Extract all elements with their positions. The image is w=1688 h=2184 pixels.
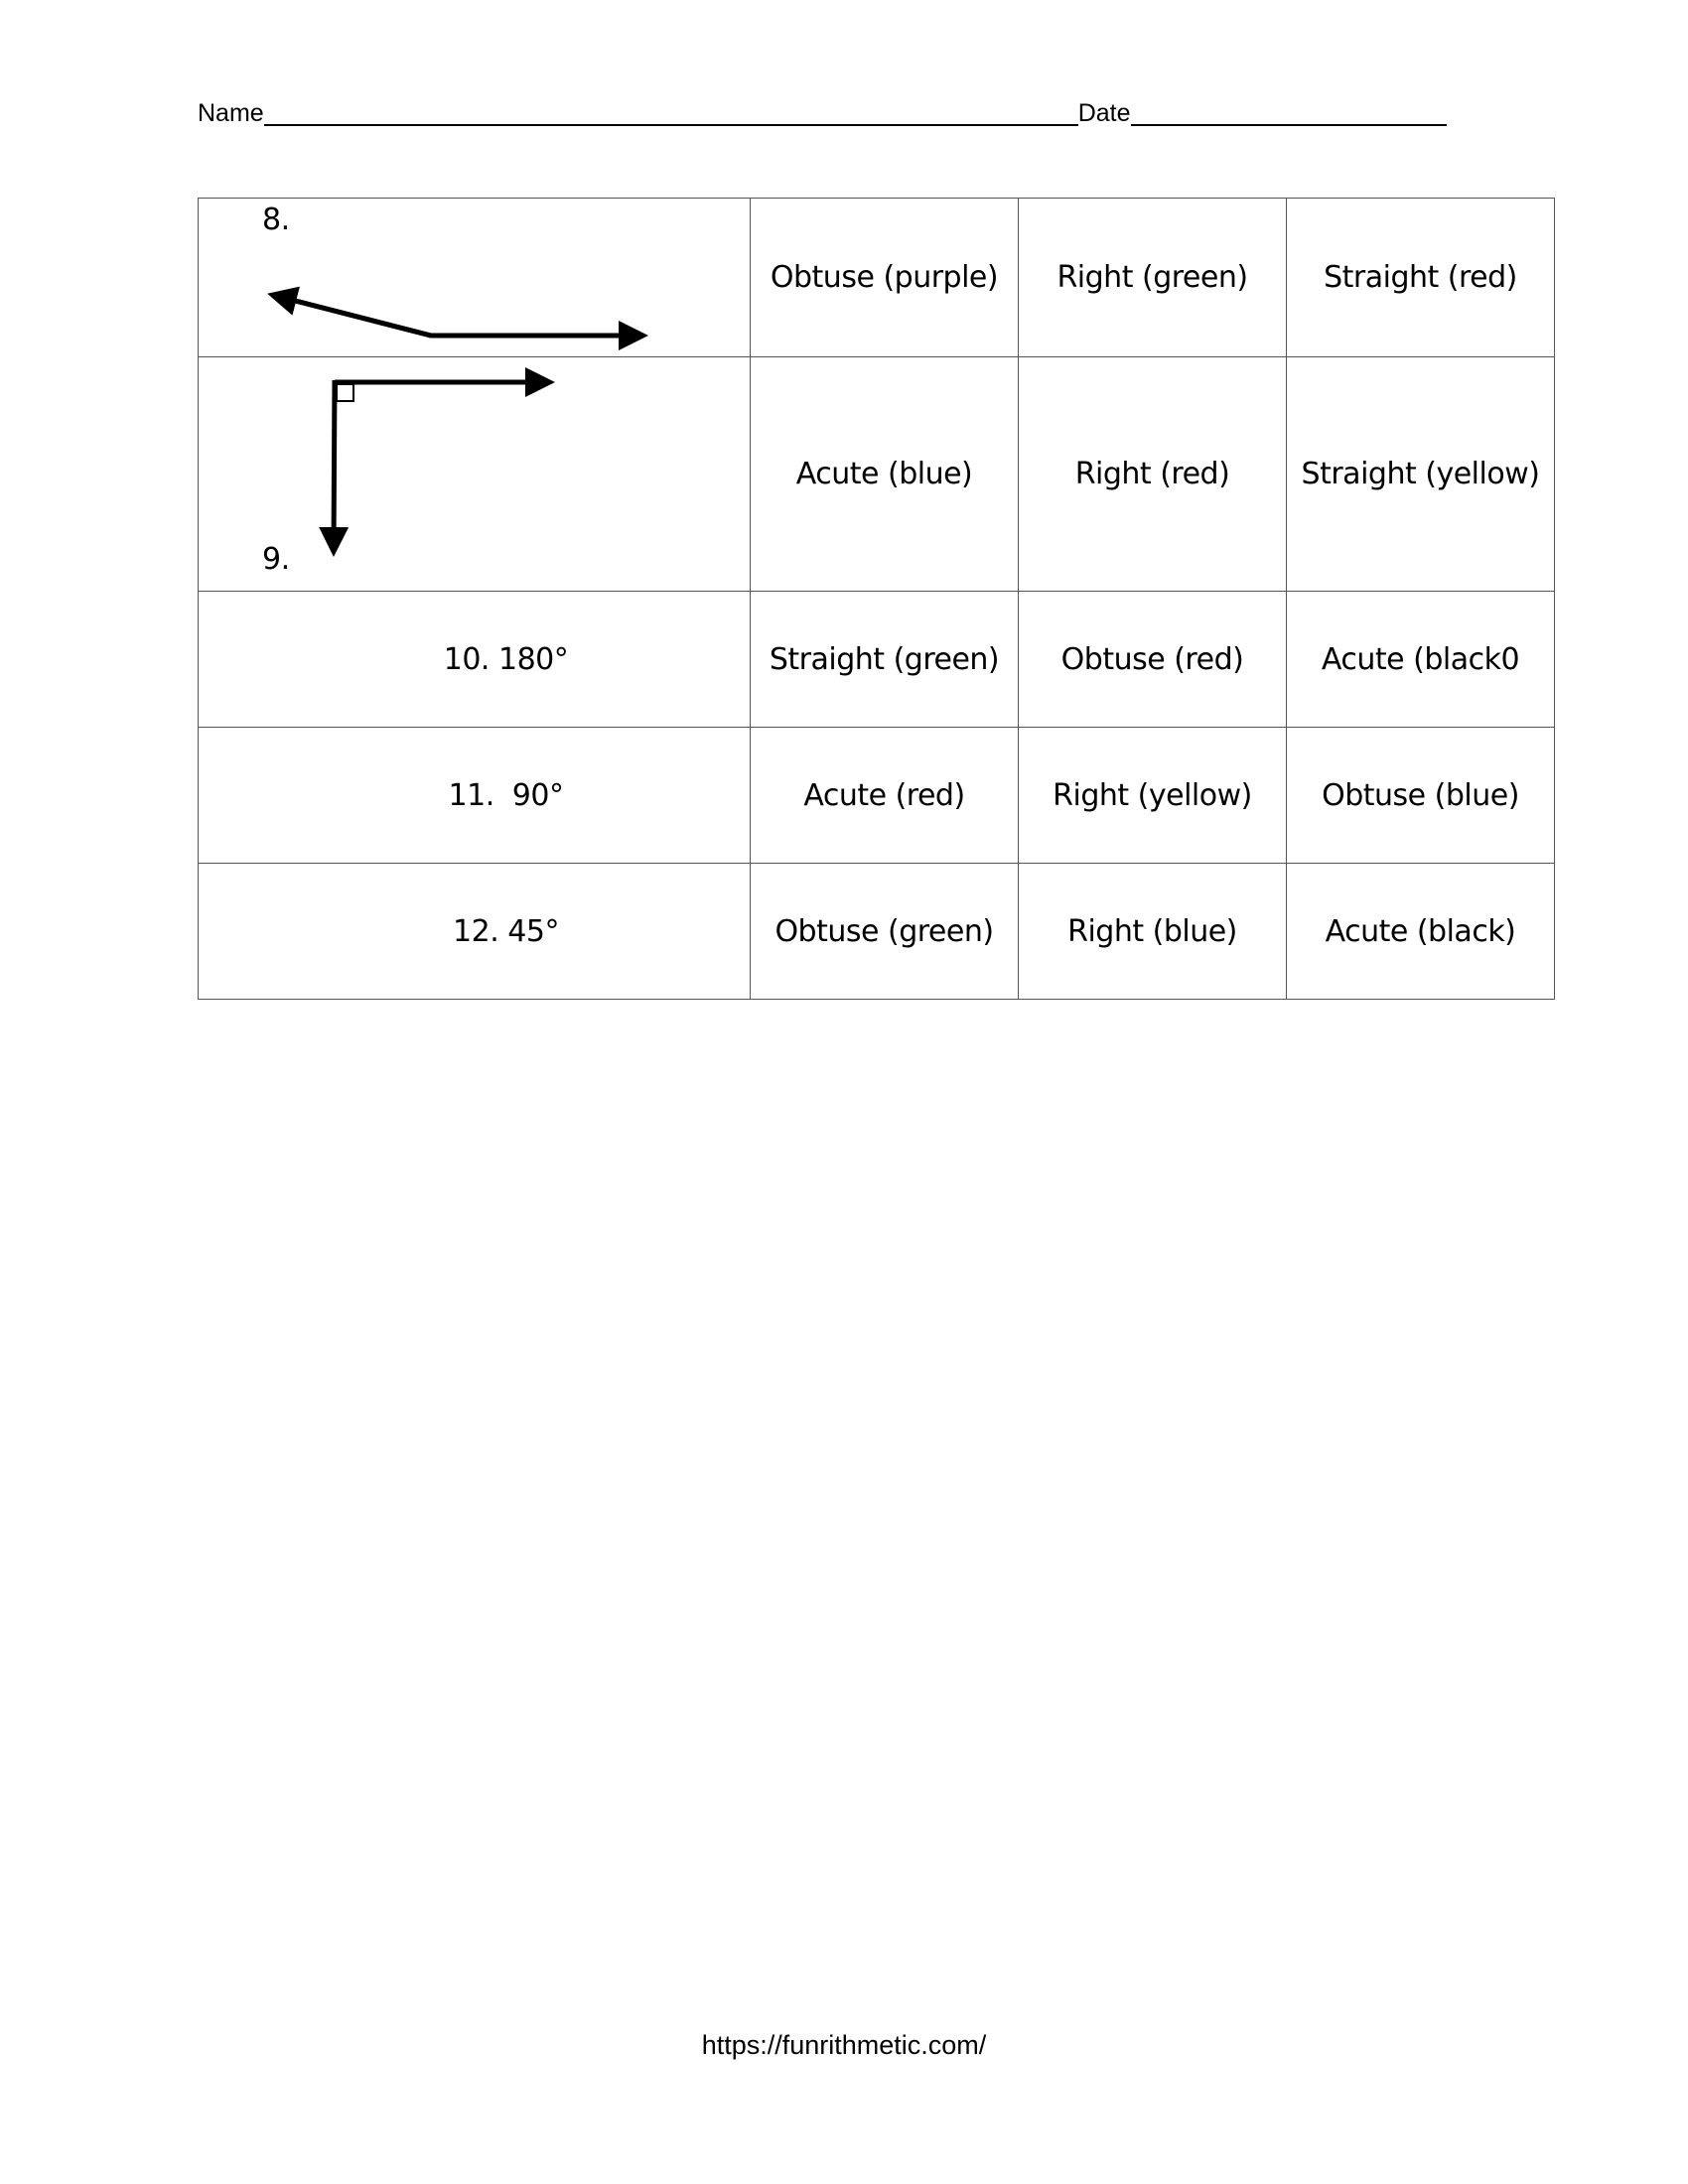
option-label: Acute (black0 xyxy=(1321,641,1520,677)
angle-worksheet-table xyxy=(198,198,1555,1000)
obtuse-angle-diagram-icon xyxy=(199,199,686,357)
option-label: Obtuse (blue) xyxy=(1322,777,1519,813)
question-cell xyxy=(199,592,751,728)
option-cell[interactable] xyxy=(1019,864,1287,1000)
table-row xyxy=(199,864,1555,1000)
option-label: Straight (red) xyxy=(1324,260,1517,295)
option-cell[interactable] xyxy=(1287,864,1555,1000)
footer-url[interactable]: https://funrithmetic.com/ xyxy=(701,2030,987,2060)
name-date-header xyxy=(198,99,1447,128)
question-number: 8. xyxy=(262,203,290,237)
option-label: Acute (black) xyxy=(1325,913,1516,949)
option-label: Obtuse (purple) xyxy=(770,260,999,295)
question-cell xyxy=(199,199,751,357)
question-number: 9. xyxy=(262,542,290,577)
option-label: Right (blue) xyxy=(1067,913,1237,949)
option-cell[interactable] xyxy=(1287,357,1555,592)
option-label: Straight (yellow) xyxy=(1301,457,1540,491)
option-label: Right (red) xyxy=(1074,457,1230,491)
question-prompt: 12. 45° xyxy=(453,913,559,949)
option-label: Obtuse (red) xyxy=(1060,641,1244,677)
option-label: Acute (red) xyxy=(803,777,965,813)
date-label: Date xyxy=(1077,99,1131,127)
table-row xyxy=(199,728,1555,864)
name-blank-line[interactable] xyxy=(264,102,1078,126)
question-cell xyxy=(199,864,751,1000)
option-cell[interactable] xyxy=(1287,199,1555,357)
option-cell[interactable] xyxy=(1287,592,1555,728)
table-row xyxy=(199,199,1555,357)
option-cell[interactable] xyxy=(751,728,1019,864)
option-cell[interactable] xyxy=(1287,728,1555,864)
option-cell[interactable] xyxy=(751,864,1019,1000)
option-label: Obtuse (green) xyxy=(774,913,994,949)
option-label: Right (green) xyxy=(1056,260,1248,295)
option-cell[interactable] xyxy=(751,357,1019,592)
table-row xyxy=(199,592,1555,728)
name-label: Name xyxy=(198,99,264,127)
question-prompt: 11. 90° xyxy=(448,777,564,813)
question-prompt: 10. 180° xyxy=(443,641,569,677)
question-cell xyxy=(199,357,751,592)
question-cell xyxy=(199,728,751,864)
table-row xyxy=(199,357,1555,592)
option-cell[interactable] xyxy=(1019,357,1287,592)
option-cell[interactable] xyxy=(1019,592,1287,728)
date-blank-line[interactable] xyxy=(1131,102,1447,126)
option-cell[interactable] xyxy=(751,199,1019,357)
option-cell[interactable] xyxy=(1019,199,1287,357)
option-label: Acute (blue) xyxy=(795,457,973,491)
option-cell[interactable] xyxy=(1019,728,1287,864)
option-label: Right (yellow) xyxy=(1053,777,1252,813)
option-cell[interactable] xyxy=(751,592,1019,728)
option-label: Straight (green) xyxy=(769,641,1000,677)
